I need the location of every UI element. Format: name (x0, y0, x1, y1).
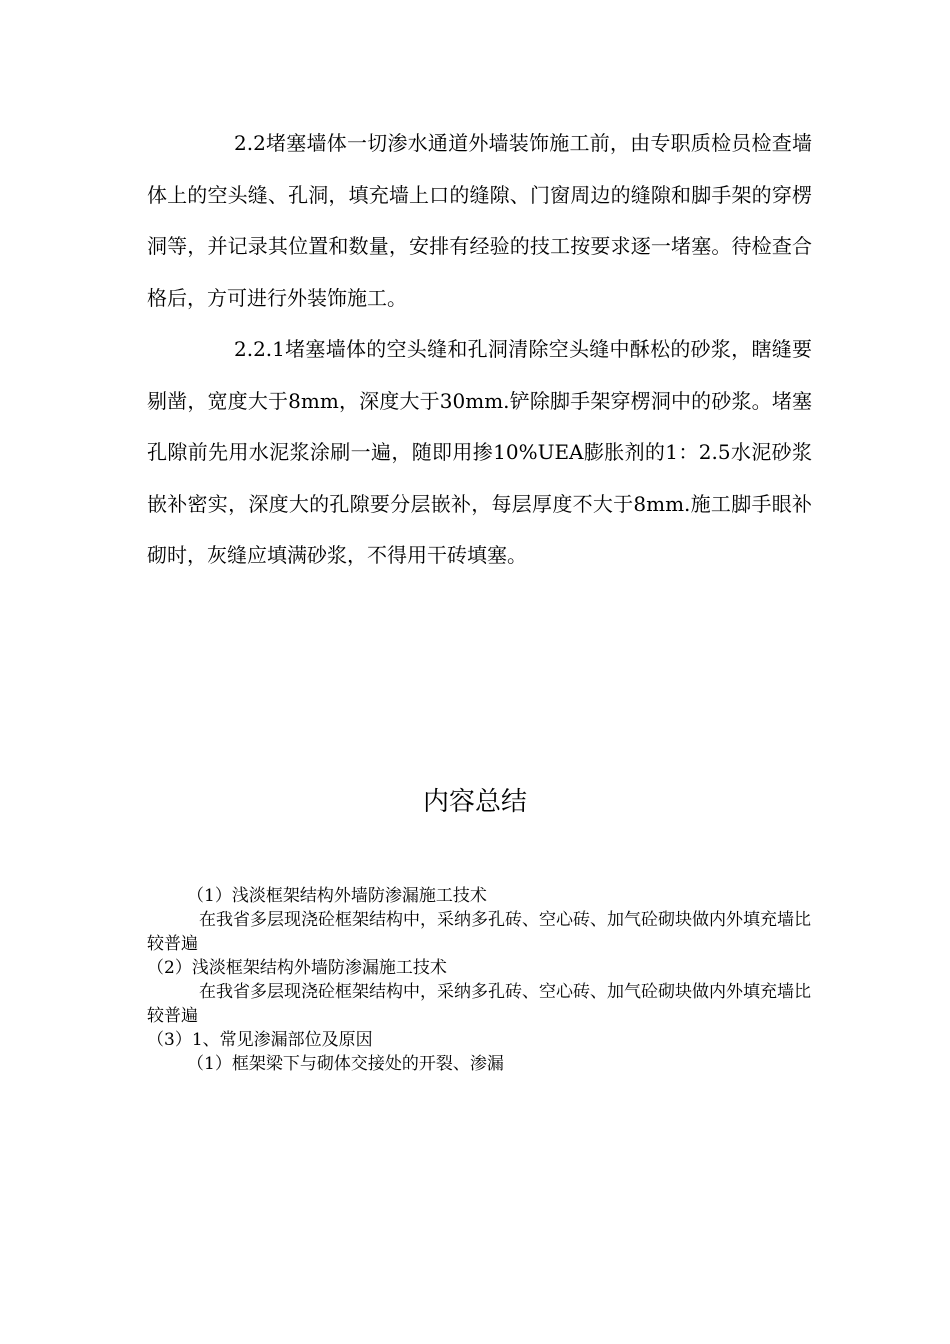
summary-list (147, 884, 812, 1076)
summary-title: 内容总结 (422, 787, 527, 817)
summary-item-3-sub: （1）框架梁下与砌体交接处的开裂、渗漏 (187, 1054, 504, 1074)
summary-item-2-text: 在我省多层现浇砼框架结构中，采纳多孔砖、空心砖、加气砼砌块做内外填充墙比较普遍 (147, 982, 811, 1026)
summary-item-2-heading: （2）浅淡框架结构外墙防渗漏施工技术 (147, 958, 447, 978)
body-paragraph-2-2: 2.2堵塞墙体一切渗水通道外墙装饰施工前，由专职质检员检查墙体上的空头缝、孔洞，填充墙上口的缝隙、门窗周边的缝隙和脚手架的穿楞洞等，并记录其位置和数量，安排有经验的技工按要求逐一堵塞。待检查合格后，方可进行外装饰施工。 (147, 131, 812, 310)
summary-item-1-text: 在我省多层现浇砼框架结构中，采纳多孔砖、空心砖、加气砼砌块做内外填充墙比较普遍 (147, 910, 811, 954)
body-text-block (147, 118, 812, 582)
summary-item-1-heading: （1）浅淡框架结构外墙防渗漏施工技术 (187, 886, 487, 906)
body-paragraph-2-2-1: 2.2.1堵塞墙体的空头缝和孔洞清除空头缝中酥松的砂浆，瞎缝要剔凿，宽度大于8mm，深度大于30mm.铲除脚手架穿楞洞中的砂浆。堵塞孔隙前先用水泥浆涂刷一遍，随即用掺10%UEA膨胀剂的1：2.5水泥砂浆嵌补密实，深度大的孔隙要分层嵌补，每层厚度不大于8mm.施工脚手眼补砌时，灰缝应填满砂浆，不得用干砖填塞。 (147, 337, 812, 567)
summary-item-3-heading: （3）1、常见渗漏部位及原因 (147, 1030, 373, 1050)
